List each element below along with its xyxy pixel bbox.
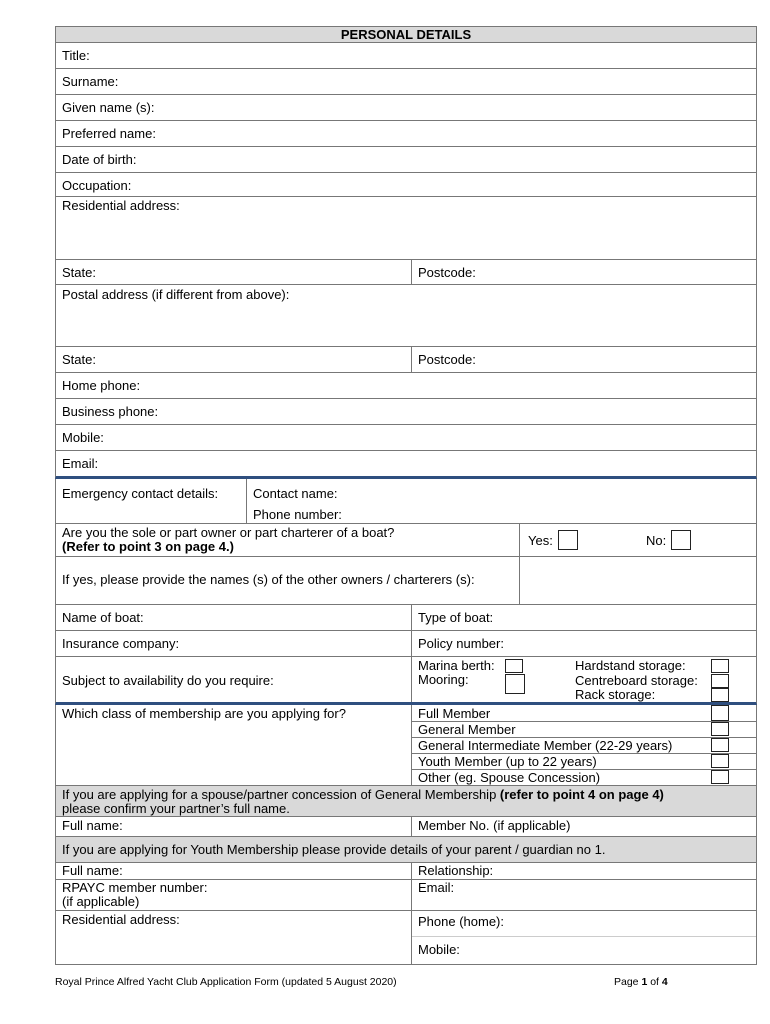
spouse-text <box>62 787 664 802</box>
marina-berth-checkbox[interactable] <box>505 659 523 673</box>
membership-checkbox[interactable] <box>711 722 729 736</box>
require-label-cell <box>56 657 411 702</box>
boat-name-row <box>55 605 757 631</box>
storage-row <box>55 657 757 705</box>
postcode-field[interactable] <box>411 260 756 284</box>
storage-options-cell <box>411 657 756 702</box>
preferred-name-field[interactable] <box>55 121 757 147</box>
business-phone-field[interactable] <box>55 399 757 425</box>
guardian-address-label: Residential address: <box>62 912 180 927</box>
business-phone-label: Business phone: <box>62 404 159 419</box>
name-of-boat-label: Name of boat: <box>62 610 144 625</box>
mooring-checkbox[interactable] <box>505 674 525 694</box>
guardian-phone-home-label: Phone (home): <box>418 914 504 929</box>
insurance-field[interactable] <box>56 631 411 656</box>
emergency-contact-row <box>55 479 757 524</box>
phone-divider <box>412 936 756 937</box>
guardian-if-applicable: (if applicable) <box>62 894 140 909</box>
boat-owner-question: Are you the sole or part owner or part charterer of a boat? <box>62 525 395 540</box>
spouse-text-plain: If you are applying for a spouse/partner concession of General Membership <box>62 787 497 802</box>
dob-label: Date of birth: <box>62 152 137 167</box>
type-of-boat-field[interactable] <box>411 605 756 630</box>
state-field[interactable] <box>56 260 411 284</box>
home-phone-field[interactable] <box>55 373 757 399</box>
emergency-label-cell <box>56 479 246 523</box>
surname-field[interactable] <box>55 69 757 95</box>
contact-name-label: Contact name: <box>253 486 338 501</box>
membership-option-label: General Member <box>418 722 516 737</box>
membership-checkbox[interactable] <box>711 754 729 768</box>
membership-option[interactable] <box>412 705 756 722</box>
spouse-member-no-field[interactable] <box>411 817 756 836</box>
hardstand-checkbox[interactable] <box>711 659 729 673</box>
title-field[interactable] <box>55 43 757 69</box>
guardian-phone-cell[interactable] <box>411 911 756 964</box>
boat-owner-refer: (Refer to point 3 on page 4.) <box>62 539 234 554</box>
no-label: No: <box>646 533 667 548</box>
postcode-label: Postcode: <box>418 265 476 280</box>
postal-state-field[interactable] <box>56 347 411 372</box>
other-owners-label: If yes, please provide the names (s) of the other owners / charterers (s): <box>62 572 475 587</box>
guardian-address-row <box>55 911 757 965</box>
spouse-member-no-label: Member No. (if applicable) <box>418 818 571 833</box>
guardian-email-label: Email: <box>418 880 455 895</box>
postal-state-label: State: <box>62 352 96 367</box>
postal-address-field[interactable] <box>55 285 757 347</box>
page-prefix: Page <box>614 976 642 988</box>
membership-row <box>55 705 757 786</box>
yes-no-cell <box>519 524 756 556</box>
email-label: Email: <box>62 456 99 471</box>
email-field[interactable] <box>55 451 757 479</box>
mooring-label: Mooring: <box>418 672 469 687</box>
guardian-rpayc-field[interactable] <box>56 880 411 910</box>
membership-option-label: Other (eg. Spouse Concession) <box>418 770 601 785</box>
guardian-name-row <box>55 863 757 880</box>
boat-owner-question-cell <box>56 524 519 556</box>
other-owners-row <box>55 557 757 605</box>
phone-number-label: Phone number: <box>253 507 342 522</box>
policy-number-field[interactable] <box>411 631 756 656</box>
membership-option-label: Full Member <box>418 706 491 721</box>
youth-header-row <box>55 837 757 863</box>
occupation-label: Occupation: <box>62 178 132 193</box>
name-of-boat-field[interactable] <box>56 605 411 630</box>
section-header <box>55 26 757 43</box>
require-label: Subject to availability do you require: <box>62 673 274 688</box>
spouse-text-bold: (refer to point 4 on page 4) <box>499 787 664 802</box>
state-label: State: <box>62 265 96 280</box>
membership-question: Which class of membership are you applying for? <box>62 706 346 721</box>
postal-state-postcode-row <box>55 347 757 373</box>
membership-question-cell <box>56 705 411 785</box>
guardian-relationship-field[interactable] <box>411 863 756 879</box>
membership-checkbox[interactable] <box>711 705 729 721</box>
insurance-row <box>55 631 757 657</box>
guardian-full-name-field[interactable] <box>56 863 411 879</box>
preferred-name-label: Preferred name: <box>62 126 156 141</box>
membership-option[interactable] <box>412 737 756 754</box>
other-owners-label-cell <box>56 557 519 604</box>
mobile-field[interactable] <box>55 425 757 451</box>
occupation-field[interactable] <box>55 173 757 197</box>
spouse-text-2: please confirm your partner’s full name. <box>62 801 290 816</box>
application-form <box>55 26 757 965</box>
centreboard-label: Centreboard storage: <box>575 673 698 688</box>
type-of-boat-label: Type of boat: <box>418 610 494 625</box>
page-mid: of <box>647 976 662 988</box>
page-number: 1 <box>641 976 648 988</box>
rack-storage-checkbox[interactable] <box>711 688 729 702</box>
title-label: Title: <box>62 48 90 63</box>
spouse-details-row <box>55 817 757 837</box>
centreboard-checkbox[interactable] <box>711 674 729 688</box>
guardian-member-row <box>55 880 757 911</box>
mobile-label: Mobile: <box>62 430 104 445</box>
postal-postcode-label: Postcode: <box>418 352 476 367</box>
given-name-field[interactable] <box>55 95 757 121</box>
membership-option-label: General Intermediate Member (22-29 years) <box>418 738 673 753</box>
no-checkbox[interactable] <box>671 530 691 550</box>
membership-option-label: Youth Member (up to 22 years) <box>418 754 597 769</box>
page-indicator <box>614 976 668 988</box>
spouse-full-name-label: Full name: <box>62 818 123 833</box>
membership-option[interactable] <box>412 721 756 738</box>
boat-owner-row <box>55 524 757 557</box>
guardian-email-field[interactable] <box>411 880 756 910</box>
dob-field[interactable] <box>55 147 757 173</box>
surname-label: Surname: <box>62 74 119 89</box>
hardstand-label: Hardstand storage: <box>575 658 686 673</box>
emergency-details-cell[interactable] <box>246 479 756 523</box>
postal-address-label: Postal address (if different from above): <box>62 287 290 302</box>
emergency-label: Emergency contact details: <box>62 486 219 501</box>
membership-option[interactable] <box>412 753 756 770</box>
footer-text: Royal Prince Alfred Yacht Club Application Form (updated 5 August 2020) <box>55 976 397 988</box>
guardian-address-field[interactable] <box>56 911 411 964</box>
membership-option[interactable] <box>412 769 756 785</box>
guardian-mobile-label: Mobile: <box>418 942 460 957</box>
policy-number-label: Policy number: <box>418 636 504 651</box>
rack-storage-label: Rack storage: <box>575 687 656 702</box>
yes-checkbox[interactable] <box>558 530 578 550</box>
other-owners-input[interactable] <box>519 557 756 604</box>
youth-text: If you are applying for Youth Membership please provide details of your parent / guardian no 1. <box>62 842 606 857</box>
section-title: PERSONAL DETAILS <box>340 27 472 42</box>
postal-postcode-field[interactable] <box>411 347 756 372</box>
guardian-rpayc-label: RPAYC member number: <box>62 880 208 895</box>
guardian-relationship-label: Relationship: <box>418 863 494 878</box>
membership-checkbox[interactable] <box>711 770 729 784</box>
spouse-concession-row <box>55 786 757 817</box>
given-name-label: Given name (s): <box>62 100 155 115</box>
membership-options-cell <box>411 705 756 785</box>
state-postcode-row <box>55 260 757 285</box>
guardian-full-name-label: Full name: <box>62 863 123 878</box>
membership-checkbox[interactable] <box>711 738 729 752</box>
page-total: 4 <box>661 976 668 988</box>
residential-address-field[interactable] <box>55 197 757 260</box>
spouse-full-name-field[interactable] <box>56 817 411 836</box>
residential-address-label: Residential address: <box>62 198 180 213</box>
yes-label: Yes: <box>528 533 553 548</box>
home-phone-label: Home phone: <box>62 378 141 393</box>
insurance-label: Insurance company: <box>62 636 180 651</box>
marina-berth-label: Marina berth: <box>418 658 495 673</box>
